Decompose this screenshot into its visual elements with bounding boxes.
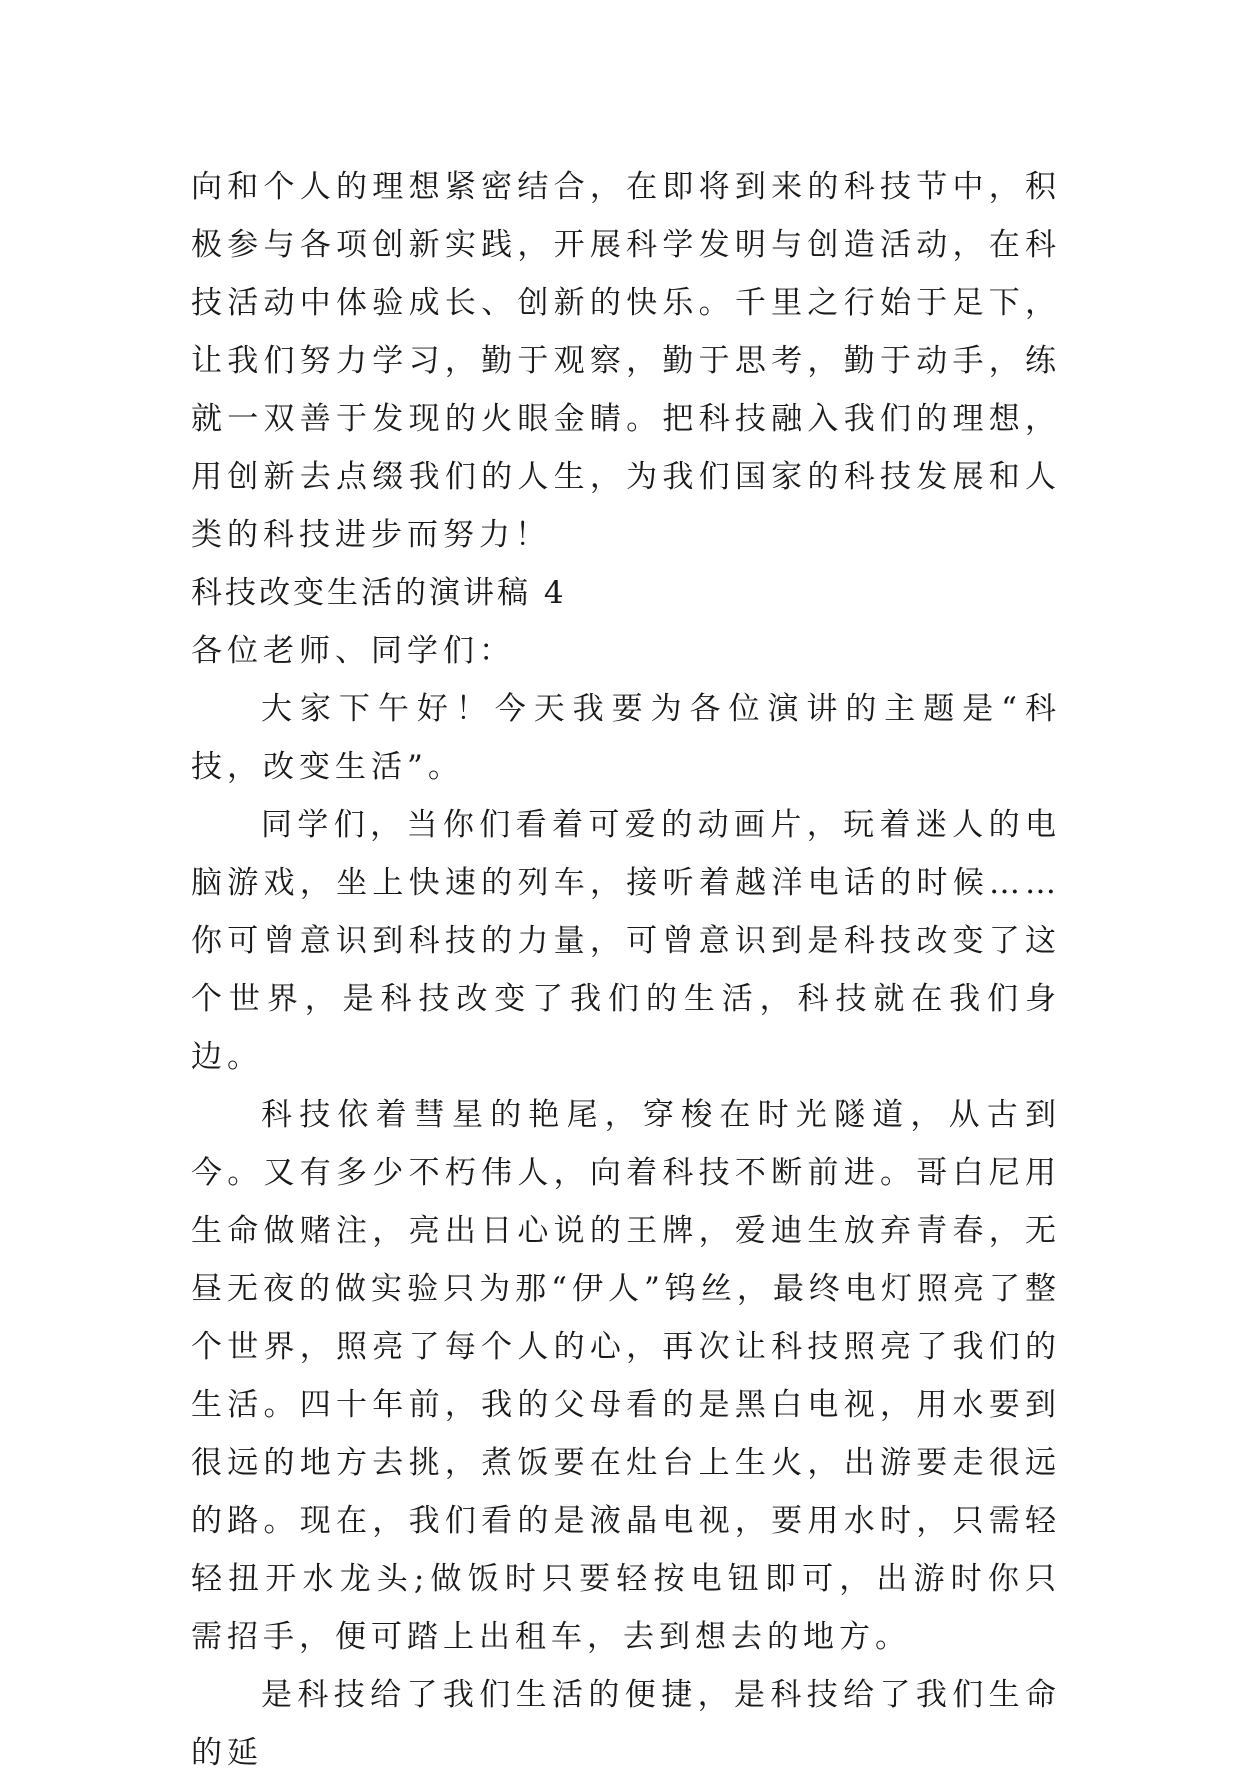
salutation: 各位老师、同学们： bbox=[191, 633, 515, 669]
paragraph-body-2: 科技依着彗星的艳尾，穿梭在时光隧道，从古到今。又有多少不朽伟人，向着科技不断前进。哥白尼用生命做赌注，亮出日心说的王牌，爱迪生放弃青春，无昼无夜的做实验只为那“伊人”钨丝，最终电灯照亮了整个世界，照亮了每个人的心，再次让科技照亮了我们的生活。四十年前，我的父母看的是黑白电视，用水要到很远的地方去挑，煮饭要在灶台上生火，出游要走很远的路。现在，我们看的是液晶电视，要用水时，只需轻轻扭开水龙头;做饭时只要轻按电钮即可，出游时你只需招手，便可踏上出租车，去到想去的地方。 bbox=[191, 1097, 1061, 1655]
paragraph-body-3: 是科技给了我们生活的便捷，是科技给了我们生命的延 bbox=[191, 1677, 1061, 1771]
paragraph-opening: 大家下午好！今天我要为各位演讲的主题是“科技，改变生活”。 bbox=[191, 691, 1061, 785]
section-title: 科技改变生活的演讲稿 4 bbox=[191, 575, 567, 611]
paragraph-body-1: 同学们，当你们看着可爱的动画片，玩着迷人的电脑游戏，坐上快速的列车，接听着越洋电话的时候……你可曾意识到科技的力量，可曾意识到是科技改变了这个世界，是科技改变了我们的生活，科技就在我们身边。 bbox=[191, 807, 1061, 1075]
paragraph-continuation: 向和个人的理想紧密结合，在即将到来的科技节中，积极参与各项创新实践，开展科学发明与创造活动，在科技活动中体验成长、创新的快乐。千里之行始于足下，让我们努力学习，勤于观察，勤于思考，勤于动手，练就一双善于发现的火眼金睛。把科技融入我们的理想，用创新去点缀我们的人生，为我们国家的科技发展和人类的科技进步而努力！ bbox=[191, 169, 1061, 553]
document-body bbox=[191, 158, 1061, 1782]
